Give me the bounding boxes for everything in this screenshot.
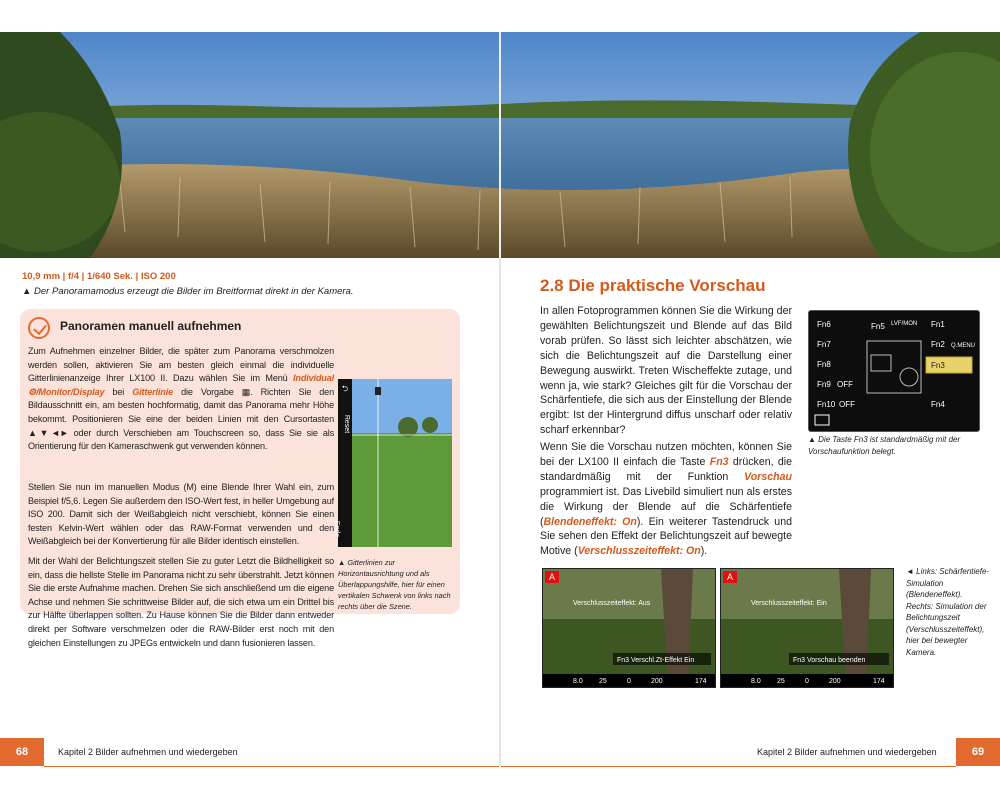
svg-text:200: 200 [651,678,663,685]
photo-caption: ▲ Der Panoramamodus erzeugt die Bilder im Breitformat direkt in der Kamera. [22,286,354,297]
exif-line: 10,9 mm | f/4 | 1/640 Sek. | ISO 200 [22,271,176,282]
svg-text:174: 174 [695,678,707,685]
fn4-label: Fn4 [931,400,945,409]
page-number-left: 68 [0,738,44,766]
right-footer [501,738,1000,766]
shot-left-bottom-text: Fn3 Verschl.Zt-Effekt Ein [617,657,695,664]
page-gutter [499,258,501,766]
preview-shot-aperture [542,568,716,688]
footer-rule-right [501,766,956,767]
svg-text:A: A [549,572,556,582]
fn9-off: OFF [837,380,853,389]
shot-right-top-text: Verschlusszeiteffekt: Ein [751,600,827,607]
panorama-photo [0,32,1000,258]
page-number-right: 69 [956,738,1000,766]
right-paragraph-1: In allen Fotoprogrammen können Sie die Wirkung der gewählten Belichtungszeit und Blende auf das Bild vorab prüfen. So lässt sich leichter abschätzen, wie sich die Belichtungszeit auf die Darstellung einer Bewegung auswirkt. Treten Wischeffekte zutage, und wenn ja, wie stark? Gleiches gilt für die Vorschau der Schärfentiefe, die sich aus der Einstellung der Blende ergibt: Ist der Hintergrund diffus unscharf oder relativ scharf erkennbar? [540,305,792,437]
section-title: 2.8 Die praktische Vorschau [540,276,766,295]
footer-rule-left [44,766,499,767]
grid-icon: ▦ [241,386,251,397]
svg-text:25: 25 [777,678,785,685]
fn5-label: Fn5 [871,322,885,331]
tip-paragraph-3: Mit der Wahl der Belichtungszeit stellen Sie zu guter Letzt die Bildhelligkeit so ein, dass die hellste Stelle im Panorama nicht zu sehr überstrahlt. Jetzt können Sie die erste Aufnahme machen. Drehen Sie sich anschließend um die eigene Achse und nehmen Sie schrittweise Bilder auf, die sich etwa um ein Drittel bis zur Hälfte überlappen sollten. Zu Hause können Sie die Bilder dann entweder direkt per Software verschmelzen oder die RAW-Bilder erst noch mit den gleichen Einstellungen zu JPEGs entwickeln und dann fusionieren lassen. [28,556,334,648]
fn2-label: Fn2 [931,340,945,349]
fn-assignment-screen [808,310,980,432]
reset-label: Reset [343,414,350,434]
tip-box [20,309,460,648]
right-paragraph-2: Wenn Sie die Vorschau nutzen möchten, können Sie bei der LX100 II einfach die Taste Fn3 drücken, die standardmäßig mit der Funktion Vorschau programmiert ist. Das Livebild simuliert nun als erstes die Wirkung der Blende auf die Schärfentiefe (Blendeneffekt: On). Ein weiterer Tastendruck und Sie sehen den Effekt der Belichtungszeit auf bewegte Motive (Verschlusszeiteffekt: On). [540,441,793,558]
svg-text:8.0: 8.0 [751,678,761,685]
svg-text:0: 0 [627,678,631,685]
fn3-label: Fn3 [931,361,945,370]
fn10-off: OFF [839,400,855,409]
lvf-mon-label: LVF/MON [891,321,918,327]
chapter-right: Kapitel 2 Bilder aufnehmen und wiedergeben [757,747,937,757]
svg-text:A: A [727,572,734,582]
svg-text:25: 25 [599,678,607,685]
tip-box-title: Panoramen manuell aufnehmen [60,319,242,333]
svg-text:0: 0 [805,678,809,685]
preview-shots-caption: ◄ Links: Schärfentiefe-Simulation (Blendeneffekt). Rechts: Simulation der Belichtungszeit (Verschlusszeiteffekt), hier bei bewegter Kamera. [906,567,990,657]
tip-paragraph-2: Stellen Sie nun im manuellen Modus (M) eine Blende Ihrer Wahl ein, zum Beispiel f/5,6. Legen Sie außerdem den ISO-Wert fest, in heller Umgebung auf ISO 200. Damit sich der Weißabgleich nicht verschiebt, können Sie einen festen Kelvin-Wert wählen oder das RAW-Format verwenden und den Weißabgleich bei der Konvertierung für alle Bilder identisch einstellen. [28,482,334,547]
preview-shot-shutter [720,568,894,688]
fn6-label: Fn6 [817,320,831,329]
book-spread [0,32,1000,766]
fn9-label: Fn9 [817,380,831,389]
qmenu-label: Q.MENU [951,343,975,349]
grid-screen-caption: ▲ Gitterlinien zur Horizontausrichtung und als Überlappungshilfe, hier für einen vertikalen Schwenk von links nach rechts über die Szene. [338,558,451,611]
fn8-label: Fn8 [817,360,831,369]
fn7-label: Fn7 [817,340,831,349]
shot-right-bottom-text: Fn3 Vorschau beenden [793,657,866,664]
fn-screen-caption: ▲ Die Taste Fn3 ist standardmäßig mit der Vorschaufunktion belegt. [808,435,961,456]
end-label: Ende [333,520,340,538]
fn1-label: Fn1 [931,320,945,329]
tip-paragraph-1: Zum Aufnehmen einzelner Bilder, die später zum Panorama verschmolzen werden sollen, aktivieren Sie am besten gleich einmal die individuelle Gitterlinienanzeige Ihrer LX100 II. Dazu wählen Sie im Menü Individual ⚙/Monitor/Display bei Gitterlinie die Vorgabe ▦. Richten Sie den Bildausschnitt ein, am besten hochformatig, damit das Panorama mehr Höhe bekommt. Positionieren Sie eine der beiden Linien mit den Cursortasten ▲▼◄► oder durch Verschieben am Touchscreen so, dass Sie sie als Orientierung für den Kameraschwenk gut verwenden können. [28,346,334,452]
wrench-icon: ⚙ [28,386,37,397]
svg-text:174: 174 [873,678,885,685]
left-footer [0,738,499,766]
chapter-left: Kapitel 2 Bilder aufnehmen und wiedergeben [58,747,238,757]
fn10-label: Fn10 [817,400,836,409]
camera-grid-screen [333,379,452,547]
svg-text:8.0: 8.0 [573,678,583,685]
svg-text:⮌: ⮌ [341,384,349,393]
shot-left-top-text: Verschlusszeiteffekt: Aus [573,600,651,607]
svg-text:200: 200 [829,678,841,685]
checkmark-icon [28,317,50,339]
